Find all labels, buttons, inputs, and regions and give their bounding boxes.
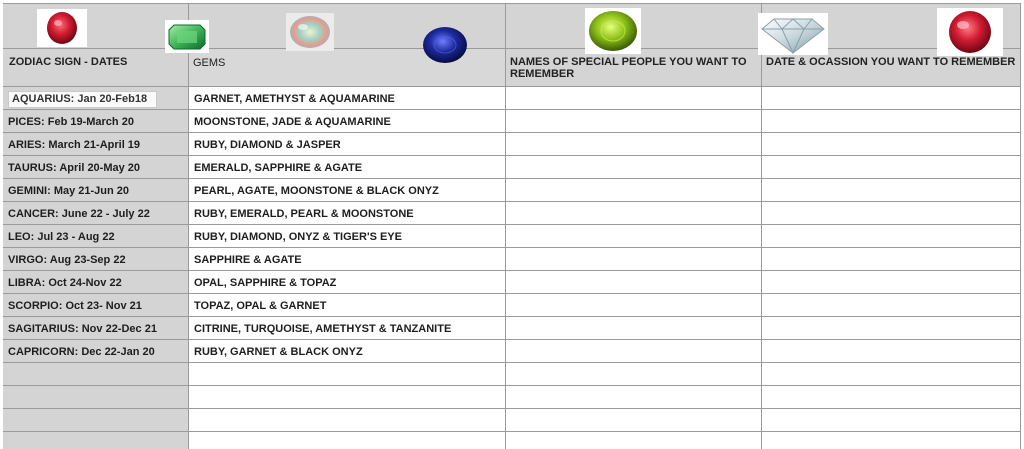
sign-cell[interactable]: LEO: Jul 23 - Aug 22 [8,231,115,243]
row-divider [3,316,1021,317]
col-divider [505,3,506,449]
row-divider [3,385,1021,386]
row-divider [3,109,1021,110]
col-divider [188,3,189,449]
row-divider [3,408,1021,409]
sapphire-gem-icon [421,24,469,66]
ruby-gem-icon [937,8,1003,56]
diamond-gem-icon [758,13,828,55]
row-divider [3,86,1021,87]
gems-cell[interactable]: CITRINE, TURQUOISE, AMETHYST & TANZANITE [194,323,452,335]
col-divider [1020,3,1021,449]
gems-cell[interactable]: RUBY, DIAMOND & JASPER [194,139,341,151]
gems-cell[interactable]: RUBY, DIAMOND, ONYZ & TIGER'S EYE [194,231,402,243]
row-divider [3,270,1021,271]
sign-cell[interactable]: VIRGO: Aug 23-Sep 22 [8,254,126,266]
gems-cell[interactable]: OPAL, SAPPHIRE & TOPAZ [194,277,337,289]
sign-cell[interactable]: CAPRICORN: Dec 22-Jan 20 [8,346,155,358]
row-divider [3,3,1021,4]
row-divider [3,132,1021,133]
gems-cell[interactable]: PEARL, AGATE, MOONSTONE & BLACK ONYZ [194,185,439,197]
header-special-people[interactable]: NAMES OF SPECIAL PEOPLE YOU WANT TO REMEMBER [510,56,747,80]
sign-column-bg [3,3,188,449]
gems-cell[interactable]: SAPPHIRE & AGATE [194,254,302,266]
header-date-occasion[interactable]: DATE & OCASSION YOU WANT TO REMEMBER [766,56,1016,68]
sign-cell[interactable]: ARIES: March 21-April 19 [8,139,141,151]
sign-cell[interactable]: SAGITARIUS: Nov 22-Dec 21 [8,323,157,335]
row-divider [3,48,1021,49]
sign-cell[interactable]: AQUARIUS: Jan 20-Feb18 [12,93,148,105]
gems-cell[interactable]: RUBY, GARNET & BLACK ONYZ [194,346,363,358]
row-divider [3,155,1021,156]
header-zodiac-sign[interactable]: ZODIAC SIGN - DATES [9,56,128,68]
sign-cell[interactable]: CANCER: June 22 - July 22 [8,208,150,220]
gems-cell[interactable]: TOPAZ, OPAL & GARNET [194,300,327,312]
row-divider [3,362,1021,363]
emerald-gem-icon [165,20,209,53]
row-divider [3,293,1021,294]
col-divider [761,3,762,449]
row-divider [3,178,1021,179]
row-divider [3,247,1021,248]
gems-cell[interactable]: EMERALD, SAPPHIRE & AGATE [194,162,363,174]
gems-cell[interactable]: GARNET, AMETHYST & AQUAMARINE [194,93,395,105]
ruby-gem-icon [37,9,87,47]
sign-cell[interactable]: PICES: Feb 19-March 20 [8,116,134,128]
row-divider [3,431,1021,432]
sign-cell[interactable]: LIBRA: Oct 24-Nov 22 [8,277,122,289]
gems-cell[interactable]: MOONSTONE, JADE & AQUAMARINE [194,116,391,128]
row-divider [3,339,1021,340]
gems-cell[interactable]: RUBY, EMERALD, PEARL & MOONSTONE [194,208,414,220]
sign-cell[interactable]: SCORPIO: Oct 23- Nov 21 [8,300,142,312]
row-divider [3,201,1021,202]
spreadsheet [3,3,1021,449]
opal-gem-icon [286,13,334,51]
header-gems[interactable]: GEMS [193,57,226,69]
row-divider [3,224,1021,225]
peridot-gem-icon [585,8,641,54]
sign-cell[interactable]: TAURUS: April 20-May 20 [8,162,141,174]
sign-cell[interactable]: GEMINI: May 21-Jun 20 [8,185,130,197]
